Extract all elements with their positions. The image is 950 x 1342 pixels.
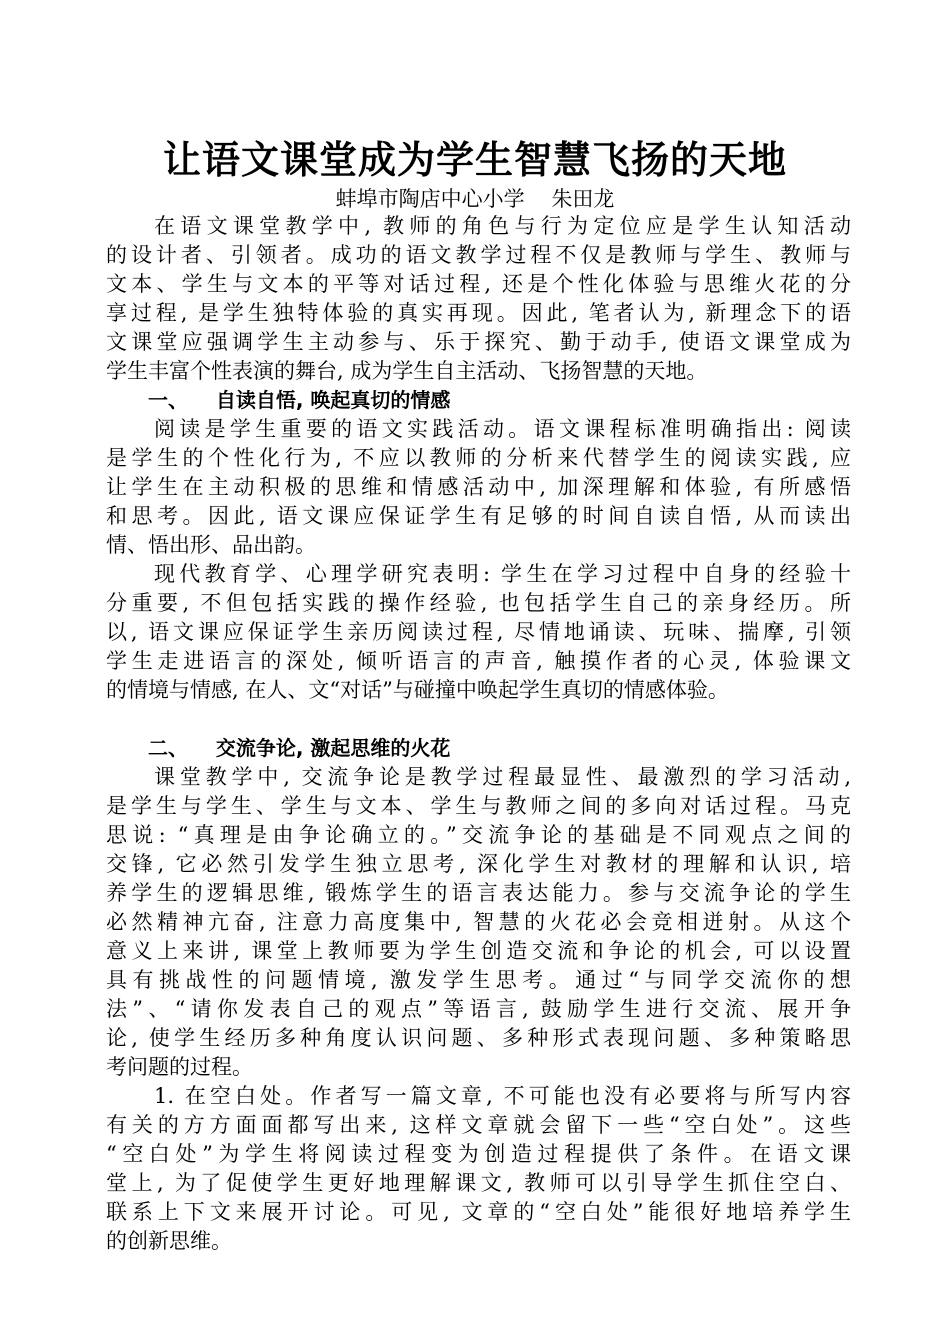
text-line: 情、悟出形、品出韵。: [106, 533, 316, 557]
section1-paragraph-1: [106, 415, 851, 560]
text-line: 分重要, 不但包括实践的操作经验, 也包括学生自己的亲身经历。所: [106, 591, 851, 615]
text-line: 意义上来讲, 课堂上教师要为学生创造交流和争论的机会, 可以设置: [106, 939, 851, 963]
text-line: 联系上下文来展开讨论。可见, 文章的“空白处”能很好地培养学生: [106, 1200, 851, 1224]
text-line: 堂上, 为了促使学生更好地理解课文, 教师可以引导学生抓住空白、: [106, 1171, 851, 1195]
text-line: 养学生的逻辑思维, 锻炼学生的语言表达能力。参与交流争论的学生: [106, 881, 851, 905]
text-line: 的情境与情感, 在人、文“对话”与碰撞中唤起学生真切的情感体验。: [106, 678, 729, 702]
text-line: 考问题的过程。: [106, 1055, 253, 1079]
text-line: 现代教育学、心理学研究表明: 学生在学习过程中自身的经验十: [154, 562, 851, 586]
text-line: 享过程, 是学生独特体验的真实再现。因此, 笔者认为, 新理念下的语: [106, 301, 851, 325]
document-title: 让语文课堂成为学生智慧飞扬的天地: [162, 138, 787, 182]
text-line: 以, 语文课应保证学生亲历阅读过程, 尽情地诵读、玩味、揣摩, 引领: [106, 620, 851, 644]
text-line: 学生走进语言的深处, 倾听语言的声音, 触摸作者的心灵, 体验课文: [106, 649, 851, 673]
text-line: 和思考。因此, 语文课应保证学生有足够的时间自读自悟, 从而读出: [106, 504, 851, 528]
text-line: 的设计者、引领者。成功的语文教学过程不仅是教师与学生、教师与: [106, 243, 851, 267]
section-heading-2: 二、 交流争论, 激起思维的火花: [148, 736, 451, 760]
text-line: 思说: “真理是由争论确立的。”交流争论的基础是不同观点之间的: [106, 823, 851, 847]
text-line: 在语文课堂教学中, 教师的角色与行为定位应是学生认知活动: [154, 214, 851, 238]
intro-paragraph: [106, 212, 851, 386]
section1-paragraph-2: [106, 560, 851, 705]
text-line: 的创新思维。: [106, 1229, 232, 1253]
text-line: 文课堂应强调学生主动参与、乐于探究、勤于动手, 使语文课堂成为: [106, 330, 851, 354]
text-line: 文本、学生与文本的平等对话过程, 还是个性化体验与思维火花的分: [106, 272, 851, 296]
document-body: [106, 212, 851, 1256]
text-line: 让学生在主动积极的思维和情感活动中, 加深理解和体验, 有所感悟: [106, 475, 851, 499]
blank-line: [106, 705, 851, 734]
text-line: 1. 在空白处。作者写一篇文章, 不可能也没有必要将与所写内容: [154, 1084, 851, 1108]
text-line: 论, 使学生经历多种角度认识问题、多种形式表现问题、多种策略思: [106, 1026, 851, 1050]
author-byline: 蚌埠市陶店中心小学 朱田龙: [335, 187, 615, 211]
text-line: 是学生与学生、学生与文本、学生与教师之间的多向对话过程。马克: [106, 794, 851, 818]
text-line: 法”、“请你发表自己的观点”等语言, 鼓励学生进行交流、展开争: [106, 997, 851, 1021]
section2-paragraph-1: [106, 763, 851, 1082]
text-line: 交锋, 它必然引发学生独立思考, 深化学生对教材的理解和认识, 培: [106, 852, 851, 876]
text-line: 课堂教学中, 交流争论是教学过程最显性、最激烈的学习活动,: [154, 765, 851, 789]
text-line: “空白处”为学生将阅读过程变为创造过程提供了条件。在语文课: [106, 1142, 851, 1166]
section-heading-1: 一、 自读自悟, 唤起真切的情感: [148, 388, 451, 412]
text-line: 必然精神亢奋, 注意力高度集中, 智慧的火花必会竞相迸射。从这个: [106, 910, 851, 934]
text-line: 有关的方方面面都写出来, 这样文章就会留下一些“空白处”。这些: [106, 1113, 851, 1137]
text-line: 阅读是学生重要的语文实践活动。语文课程标准明确指出: 阅读: [154, 417, 851, 441]
text-line: 具有挑战性的问题情境, 激发学生思考。通过“与同学交流你的想: [106, 968, 851, 992]
text-line: 学生丰富个性表演的舞台, 成为学生自主活动、飞扬智慧的天地。: [106, 359, 708, 383]
text-line: 是学生的个性化行为, 不应以教师的分析来代替学生的阅读实践, 应: [106, 446, 851, 470]
section2-paragraph-2: [106, 1082, 851, 1256]
